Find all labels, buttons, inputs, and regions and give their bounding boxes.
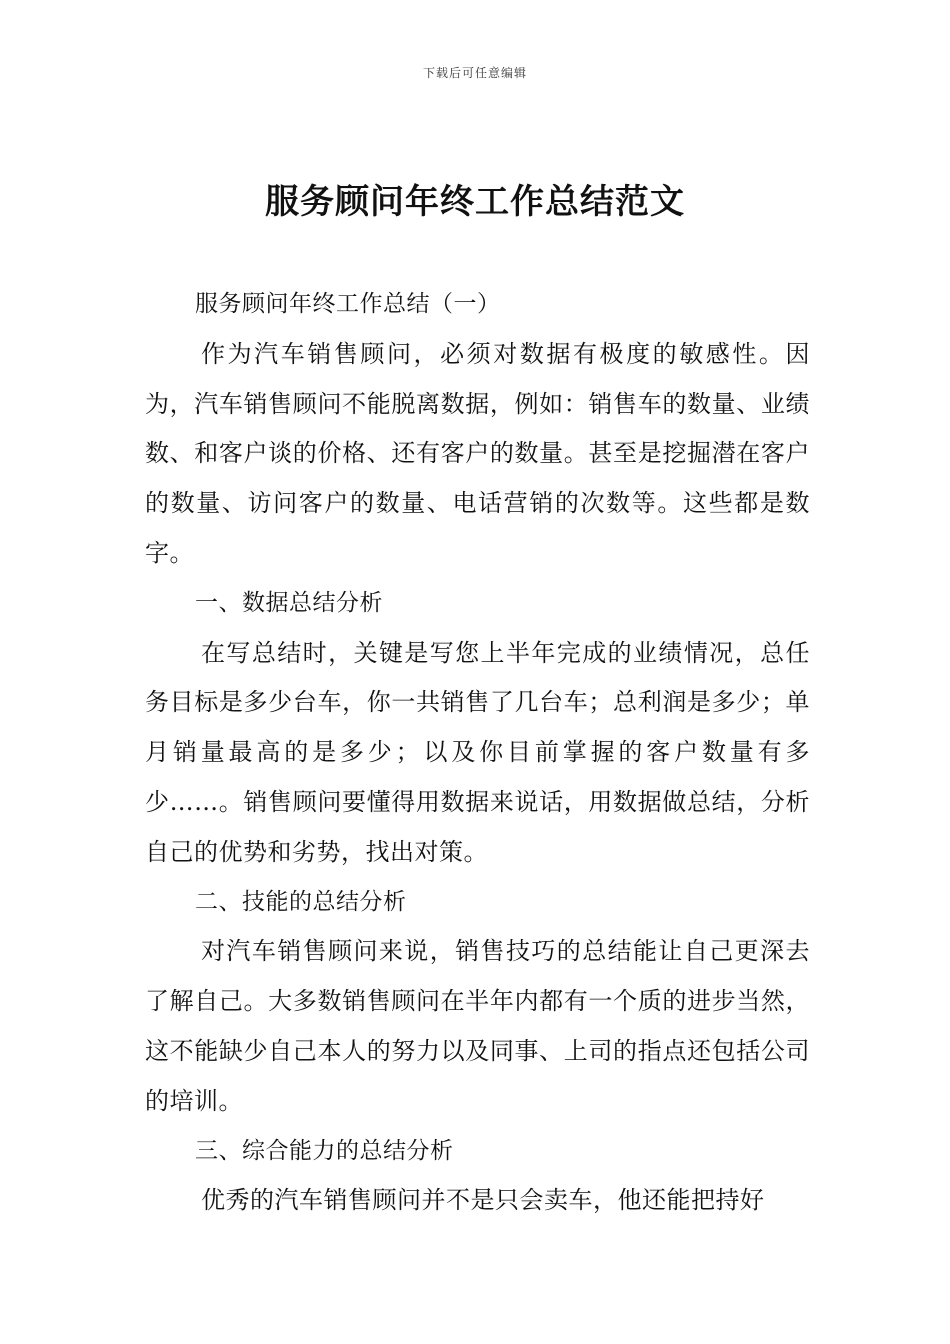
section-heading-data-analysis: 一、数据总结分析 (195, 589, 383, 616)
paragraph-ability-analysis: 优秀的汽车销售顾问并不是只会卖车，他还能把持好 (201, 1186, 765, 1215)
section-heading-summary-one: 服务顾问年终工作总结（一） (195, 291, 501, 317)
paragraph-data-analysis: 在写总结时，关键是写您上半年完成的业绩情况，总任务目标是多少台车，你一共销售了几台车；总利润是多少；单月销量最高的是多少；以及你目前掌握的客户数量有多少……。销售顾问要懂得用数据来说话，用数据做总结，分析自己的优势和劣势，找出对策。 (145, 638, 810, 866)
section-heading-ability-analysis: 三、综合能力的总结分析 (195, 1137, 454, 1164)
section-heading-skill-analysis: 二、技能的总结分析 (195, 888, 407, 915)
paragraph-skill-analysis: 对汽车销售顾问来说，销售技巧的总结能让自己更深去了解自己。大多数销售顾问在半年内都有一个质的进步当然，这不能缺少自己本人的努力以及同事、上司的指点还包括公司的培训。 (145, 937, 810, 1115)
document-title: 服务顾问年终工作总结范文 (265, 182, 685, 222)
paragraph-intro: 作为汽车销售顾问，必须对数据有极度的敏感性。因为，汽车销售顾问不能脱离数据，例如：销售车的数量、业绩数、和客户谈的价格、还有客户的数量。甚至是挖掘潜在客户的数量、访问客户的数量、电话营销的次数等。这些都是数字。 (145, 339, 810, 567)
document-body (145, 280, 810, 1226)
page-header-note: 下载后可任意编辑 (422, 66, 527, 80)
